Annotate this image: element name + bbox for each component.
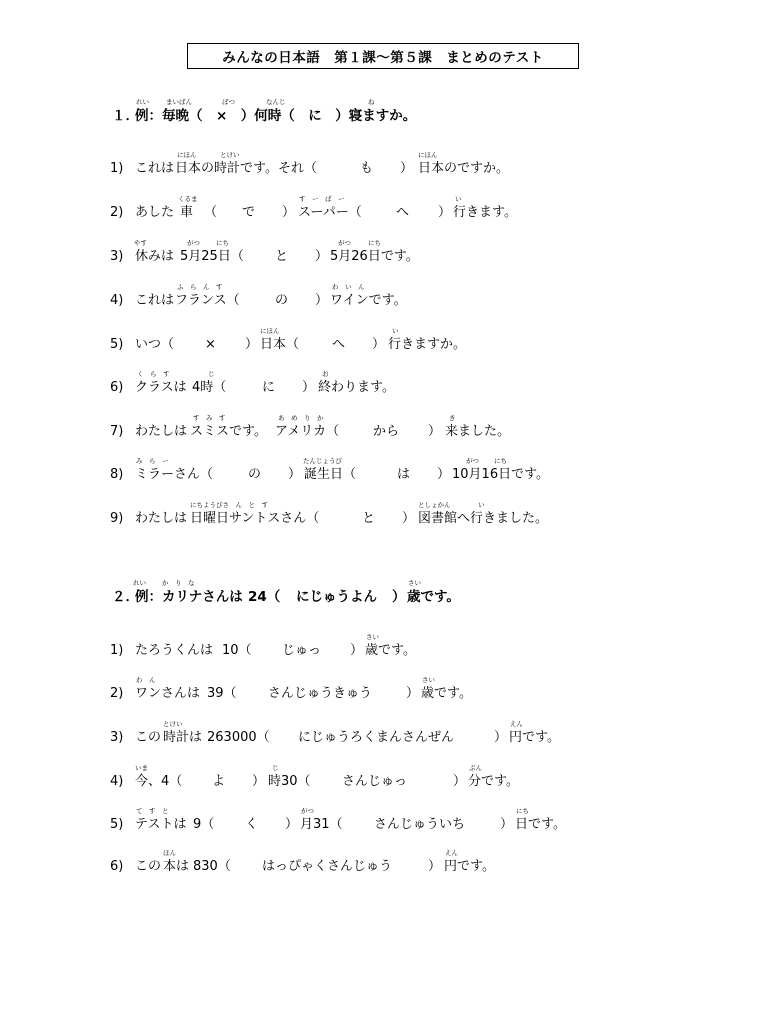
question-text: で <box>242 205 256 220</box>
question-text: 来ました。 <box>445 424 511 439</box>
question-text: スミスです。 <box>190 424 267 439</box>
question-text: （ <box>204 205 218 220</box>
furigana-reading: がつ <box>338 239 351 247</box>
question-text: ） <box>392 589 406 605</box>
question-text: フランス（ <box>175 293 240 308</box>
question-text: も <box>360 161 374 176</box>
furigana-reading: れい <box>136 98 149 106</box>
furigana-reading: ばつ <box>222 98 235 106</box>
furigana-reading: き <box>449 414 456 422</box>
question-text: テストは <box>135 817 187 832</box>
question-text: ） <box>288 467 302 482</box>
furigana-reading: す み す <box>193 414 226 422</box>
question-text: へ <box>396 205 410 220</box>
furigana-reading: あ め り か <box>278 414 324 422</box>
furigana-reading: がつ <box>301 807 314 815</box>
question-text: 263000（ <box>207 730 270 745</box>
question-text: たろうくんは <box>135 643 214 658</box>
question-text: ） <box>500 817 514 832</box>
furigana-reading: やす <box>134 239 147 247</box>
furigana-reading: なんじ <box>266 98 286 106</box>
furigana-reading: じ <box>272 764 279 772</box>
furigana-reading: み ら ー <box>136 457 169 465</box>
question-text: 行きますか。 <box>388 337 467 352</box>
question-text: 今、4（ <box>135 774 183 789</box>
question-number: 8) <box>110 467 124 482</box>
furigana-reading: えん <box>445 849 458 857</box>
question-text: 日本の時計です。それ（ <box>175 161 317 176</box>
question-text: ワインです。 <box>330 293 407 308</box>
question-text: ） <box>315 293 329 308</box>
question-text: わたしは <box>135 511 188 526</box>
question-text: ） <box>372 337 386 352</box>
furigana-reading: がつ <box>466 457 479 465</box>
question-text: ） <box>406 686 420 701</box>
question-text: これは <box>135 293 175 308</box>
furigana-reading: にち <box>368 239 381 247</box>
question-number: 1) <box>110 643 124 658</box>
question-number: 3) <box>110 730 124 745</box>
question-text: 830（ <box>193 859 231 874</box>
question-number: 1) <box>110 161 124 176</box>
question-number: 2) <box>110 205 124 220</box>
question-number: 5) <box>110 337 124 352</box>
question-text: 車 <box>180 205 194 220</box>
furigana-reading: にほん <box>260 327 280 335</box>
question-text: スーパー（ <box>298 205 362 220</box>
furigana-reading: とけい <box>220 151 240 159</box>
question-text: 日です。 <box>515 817 566 832</box>
question-text: あした <box>135 205 175 220</box>
question-text: ） <box>438 205 452 220</box>
furigana-reading: わ い ん <box>332 283 365 291</box>
question-text: ） <box>437 467 451 482</box>
question-text: 行きます。 <box>453 205 517 220</box>
question-text: ワンさんは <box>135 686 201 701</box>
question-text: 誕生日（ <box>304 467 357 482</box>
question-text: 時30（ <box>268 774 311 789</box>
furigana-reading: にち <box>516 807 529 815</box>
furigana-reading: ほん <box>163 849 176 857</box>
question-text: ） <box>494 730 508 745</box>
furigana-reading: たんじょうび <box>303 457 342 465</box>
question-text: ） <box>402 511 416 526</box>
question-number: 6) <box>110 380 124 395</box>
question-text: ） <box>453 774 467 789</box>
question-text: わたしは <box>135 424 188 439</box>
question-text: く <box>245 817 259 832</box>
furigana-reading: い <box>455 195 462 203</box>
furigana-reading: えん <box>510 720 523 728</box>
furigana-reading: ぷん <box>469 764 482 772</box>
question-text: クラスは <box>135 380 187 395</box>
question-text: 10月16日です。 <box>452 467 550 482</box>
question-text: 例：毎晩（ × ）何時（ に ）寝ますか。 <box>135 108 417 124</box>
question-text: よ <box>212 774 226 789</box>
question-text: ） <box>350 643 364 658</box>
question-text: 月31（ <box>300 817 343 832</box>
question-text: の <box>248 467 262 482</box>
furigana-reading: にち <box>494 457 507 465</box>
question-text: は <box>397 467 411 482</box>
question-text: の <box>275 293 289 308</box>
question-number: 3) <box>110 249 124 264</box>
question-number: 4) <box>110 293 124 308</box>
furigana-reading: とけい <box>163 720 183 728</box>
question-number: 9) <box>110 511 124 526</box>
question-text: 時計は <box>163 730 203 745</box>
question-text: この <box>135 730 162 745</box>
question-text: さんじゅうきゅう <box>268 686 373 701</box>
furigana-reading: さい <box>422 676 435 684</box>
furigana-reading: としょかん <box>418 501 451 509</box>
question-text: 24（ <box>248 589 281 605</box>
question-text: ） <box>428 859 442 874</box>
question-text: はっぴゃくさんじゅう <box>262 859 393 874</box>
question-text: 休みは <box>135 249 175 264</box>
question-text: 分です。 <box>468 774 519 789</box>
question-text: 10（ <box>222 643 252 658</box>
question-text: ） <box>428 424 442 439</box>
question-text: 日本のですか。 <box>418 161 510 176</box>
question-text: 例：カリナさんは <box>135 589 243 605</box>
question-text: 本は <box>163 859 190 874</box>
question-text: 日本（ <box>260 337 300 352</box>
furigana-reading: す ー ぱ ー <box>299 195 345 203</box>
question-text: ） <box>315 249 329 264</box>
question-text: ） <box>245 337 259 352</box>
question-text: にじゅうろくまんさんぜん <box>298 730 455 745</box>
furigana-reading: わ ん <box>136 676 156 684</box>
question-text: にじゅうよん <box>296 589 377 605</box>
question-text: 9（ <box>193 817 215 832</box>
question-number: 2) <box>110 686 124 701</box>
furigana-reading: ね <box>368 98 375 106</box>
furigana-reading: さい <box>408 579 421 587</box>
furigana-reading: い <box>392 327 399 335</box>
furigana-reading: れい <box>133 579 146 587</box>
furigana-reading: じ <box>208 370 215 378</box>
question-number: 7) <box>110 424 124 439</box>
question-text: 図書館へ行きました。 <box>418 511 549 526</box>
question-text: ） <box>400 161 414 176</box>
furigana-reading: にちようびさ ん と す <box>190 501 268 509</box>
question-text: へ <box>332 337 346 352</box>
furigana-reading: く ら す <box>137 370 170 378</box>
furigana-reading: にほん <box>418 151 438 159</box>
question-text: と <box>275 249 289 264</box>
question-text: いつ（ <box>135 337 175 352</box>
furigana-reading: くるま <box>178 195 198 203</box>
question-number: １． <box>112 108 139 124</box>
question-text: 歳です。 <box>407 589 460 605</box>
question-text: 歳です。 <box>365 643 416 658</box>
question-text: この <box>135 859 162 874</box>
question-text: 5月25日（ <box>180 249 244 264</box>
question-text: 円です。 <box>444 859 495 874</box>
furigana-reading: さい <box>366 633 379 641</box>
question-text: 5月26日です。 <box>330 249 419 264</box>
question-text: ） <box>252 774 266 789</box>
question-text: に <box>262 380 276 395</box>
furigana-reading: ふ ら ん す <box>177 283 223 291</box>
question-number: 6) <box>110 859 124 874</box>
question-text: 歳です。 <box>421 686 472 701</box>
question-text: 円です。 <box>509 730 560 745</box>
question-number: 5) <box>110 817 124 832</box>
page-title: みんなの日本語 第１課〜第５課 まとめのテスト <box>187 43 579 69</box>
question-text: と <box>362 511 376 526</box>
furigana-reading: お <box>322 370 329 378</box>
furigana-reading: い <box>478 501 485 509</box>
question-text: じゅっ <box>282 643 322 658</box>
furigana-reading: て す と <box>136 807 169 815</box>
furigana-reading: にほん <box>177 151 197 159</box>
question-text: アメリカ（ <box>275 424 340 439</box>
furigana-reading: まいばん <box>166 98 192 106</box>
question-text: 終わります。 <box>318 380 395 395</box>
question-text: 39（ <box>207 686 237 701</box>
question-text: ミラーさん（ <box>135 467 214 482</box>
question-number: 4) <box>110 774 124 789</box>
question-text: さんじゅういち <box>374 817 466 832</box>
question-text: から <box>373 424 400 439</box>
furigana-reading: がつ <box>187 239 200 247</box>
question-text: 日曜日サントスさん（ <box>190 511 320 526</box>
furigana-reading: にち <box>216 239 229 247</box>
question-text: さんじゅっ <box>342 774 408 789</box>
question-text: ） <box>285 817 299 832</box>
question-text: ） <box>282 205 296 220</box>
question-number: ２． <box>112 589 139 605</box>
question-text: × <box>205 337 216 352</box>
question-text: 4時（ <box>192 380 227 395</box>
furigana-reading: いま <box>135 764 148 772</box>
question-text: ） <box>302 380 316 395</box>
question-text: これは <box>135 161 175 176</box>
furigana-reading: か り な <box>162 579 195 587</box>
